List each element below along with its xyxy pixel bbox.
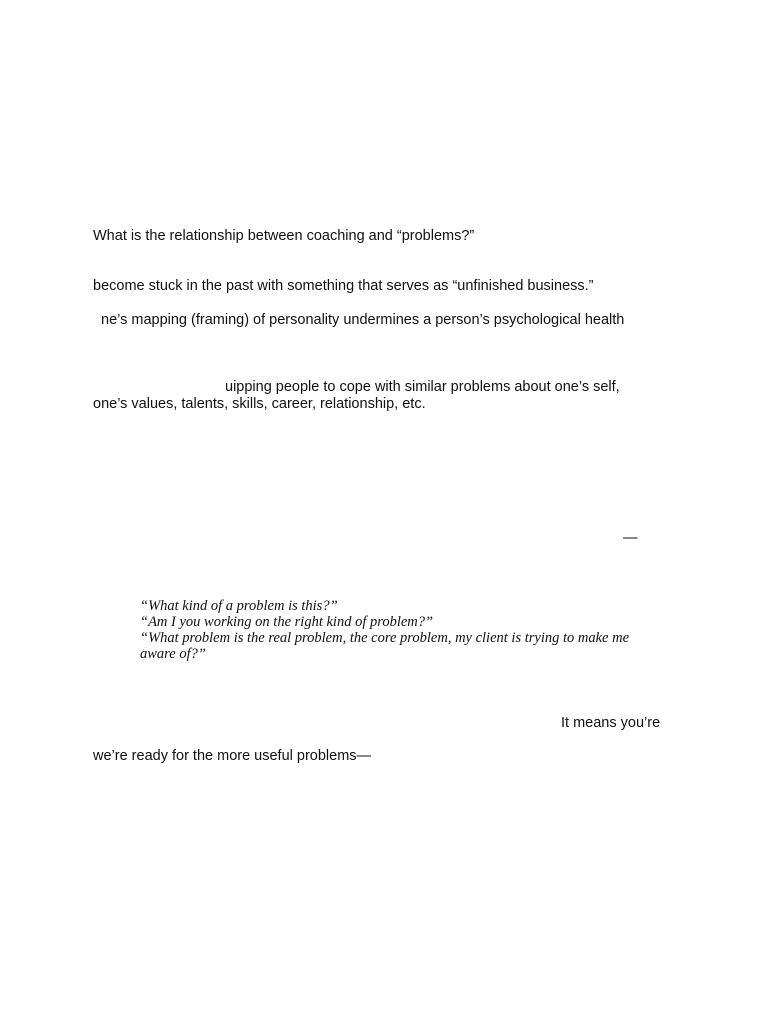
paragraph-line-coaching-question: What is the relationship between coaching and “problems?” [93,228,475,244]
paragraph-line-unfinished-business: become stuck in the past with something that serves as “unfinished business.” [93,278,594,294]
quote-line-3: “What problem is the real problem, the core problem, my client is trying to make me [140,630,630,646]
paragraph-line-mapping-personality: ne’s mapping (framing) of personality undermines a person’s psychological health [101,312,625,328]
quote-line-2: “Am I you working on the right kind of problem?” [140,614,434,630]
em-dash-fragment: — [623,530,638,546]
paragraph-line-values-talents: one’s values, talents, skills, career, relationship, etc. [93,396,426,412]
paragraph-line-it-means: It means you’re [561,715,661,731]
quote-line-1: “What kind of a problem is this?” [140,598,338,614]
quote-line-4: aware of?” [140,646,206,662]
paragraph-line-useful-problems: we’re ready for the more useful problems— [93,748,372,764]
paragraph-line-equipping-people: uipping people to cope with similar problems about one’s self, [225,379,620,395]
